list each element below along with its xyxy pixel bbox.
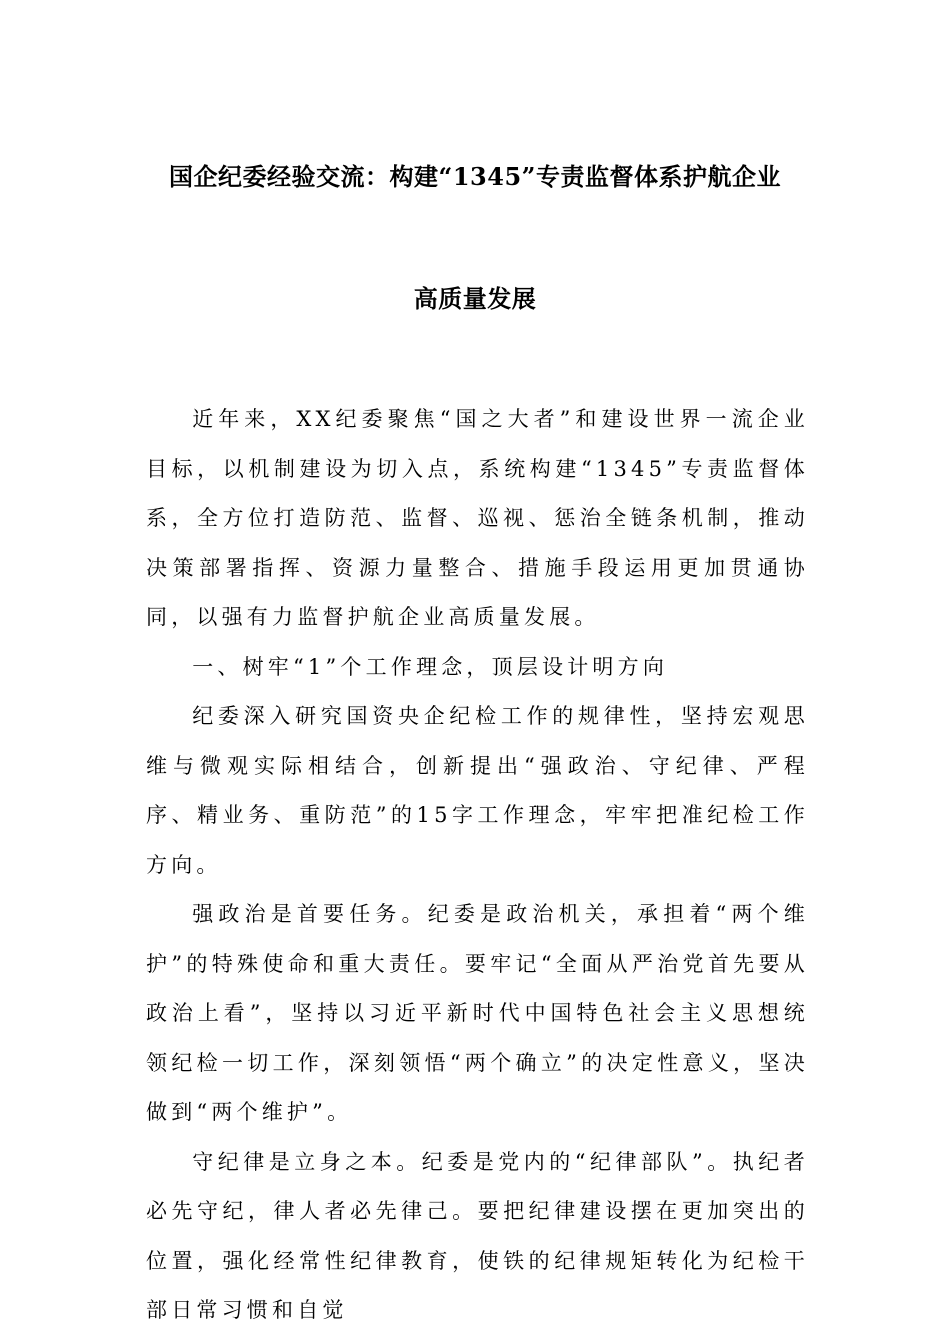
document-title-line-1: 国企纪委经验交流：构建“1345”专责监督体系护航企业: [169, 162, 781, 191]
body-paragraph: 强政治是首要任务。纪委是政治机关，承担着“两个维护”的特殊使命和重大责任。要牢记“全面从严治党首先要从政治上看”，坚持以习近平新时代中国特色社会主义思想统领纪检一切工作，深刻领悟“两个确立”的决定性意义，坚决做到“两个维护”。: [146, 902, 809, 1124]
intro-paragraph: 近年来，XX纪委聚焦“国之大者”和建设世界一流企业目标，以机制建设为切入点，系统构建“1345”专责监督体系，全方位打造防范、监督、巡视、惩治全链条机制，推动决策部署指挥、资源力量整合、措施手段运用更加贯通协同，以强有力监督护航企业高质量发展。: [146, 407, 809, 629]
body-paragraph: 纪委深入研究国资央企纪检工作的规律性，坚持宏观思维与微观实际相结合，创新提出“强政治、守纪律、严程序、精业务、重防范”的15字工作理念，牢牢把准纪检工作方向。: [146, 704, 809, 877]
document-body: [146, 395, 809, 1336]
section-heading-1: 一、树牢“1”个工作理念，顶层设计明方向: [192, 654, 669, 679]
document-title-line-2: 高质量发展: [413, 284, 537, 313]
body-paragraph: 守纪律是立身之本。纪委是党内的“纪律部队”。执纪者必先守纪，律人者必先律己。要把纪律建设摆在更加突出的位置，强化经常性纪律教育，使铁的纪律规矩转化为纪检干部日常习惯和自觉: [146, 1149, 809, 1322]
